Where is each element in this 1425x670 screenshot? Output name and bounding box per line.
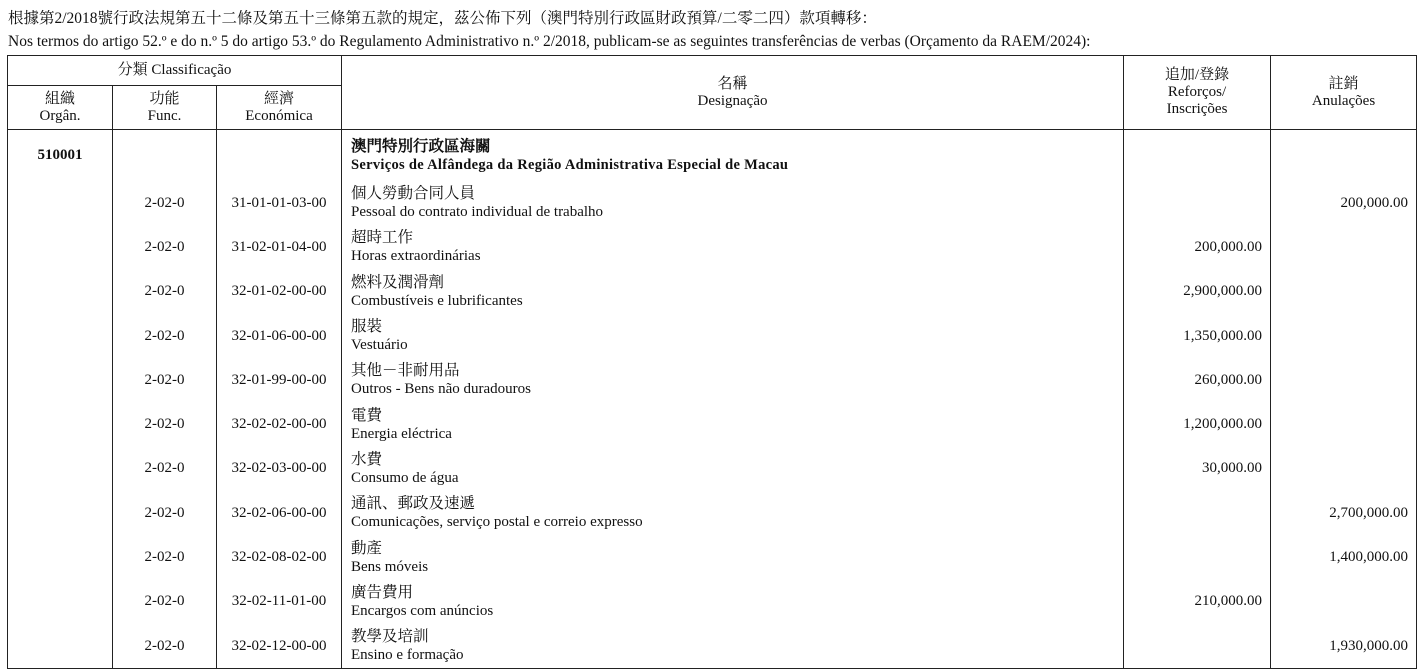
- economic-code: 32-02-11-01-00: [217, 580, 342, 624]
- org-cell: [8, 314, 113, 358]
- function-code: 2-02-0: [113, 358, 217, 402]
- designation: [342, 580, 1124, 624]
- designation-zh: 超時工作: [351, 229, 414, 247]
- designation: [342, 270, 1124, 314]
- table-row: [8, 447, 1417, 491]
- intro-text-chinese: 根據第2/2018號行政法規第五十二條及第五十三條第五款的規定，茲公佈下列（澳門特別行政區財政預算/二零二四）款項轉移：: [8, 10, 877, 27]
- header-reinforcements: [1124, 56, 1271, 130]
- reinforcement-amount: [1124, 181, 1271, 225]
- header-cancellations: [1271, 56, 1417, 130]
- org-cell: [8, 535, 113, 579]
- economic-code: 32-01-02-00-00: [217, 270, 342, 314]
- cancellation-amount: [1271, 270, 1417, 314]
- reinforcement-amount: 1,350,000.00: [1124, 314, 1271, 358]
- table-row: [8, 580, 1417, 624]
- table-row: [8, 402, 1417, 446]
- function-code: 2-02-0: [113, 314, 217, 358]
- org-cell: [8, 225, 113, 269]
- economic-code: 31-02-01-04-00: [217, 225, 342, 269]
- header-function-zh: 功能: [149, 90, 180, 107]
- designation-pt: Consumo de água: [351, 469, 459, 486]
- reinforcement-amount: [1124, 624, 1271, 669]
- header-classification: 分類 Classificação: [8, 56, 342, 86]
- designation-pt: Combustíveis e lubrificantes: [351, 292, 523, 309]
- header-organization-pt: Orgân.: [39, 107, 81, 124]
- designation-zh: 廣告費用: [351, 583, 414, 601]
- economic-code: 32-01-06-00-00: [217, 314, 342, 358]
- org-cell: [8, 491, 113, 535]
- designation-pt: Ensino e formação: [351, 647, 464, 664]
- header-organization: [8, 86, 113, 130]
- org-cell: [8, 270, 113, 314]
- designation-zh: 個人勞動合同人員: [351, 185, 476, 203]
- reinforcement-amount: 210,000.00: [1124, 580, 1271, 624]
- table-row: [8, 270, 1417, 314]
- org-cell: [8, 447, 113, 491]
- organization-name-zh: 澳門特別行政區海關: [351, 137, 491, 155]
- designation-zh: 服裝: [351, 318, 383, 336]
- designation-zh: 教學及培訓: [351, 628, 429, 646]
- header-economic-pt: Económica: [245, 107, 313, 124]
- function-code: 2-02-0: [113, 181, 217, 225]
- economic-code: 32-02-08-02-00: [217, 535, 342, 579]
- designation: [342, 181, 1124, 225]
- economic-code: 32-02-06-00-00: [217, 491, 342, 535]
- org-cell: [8, 358, 113, 402]
- designation: [342, 358, 1124, 402]
- cancellation-amount: [1271, 225, 1417, 269]
- reinforcement-amount: [1124, 491, 1271, 535]
- organization-code: 510001: [8, 130, 113, 182]
- cancellation-amount: [1271, 314, 1417, 358]
- cancellation-amount: [1271, 447, 1417, 491]
- designation-zh: 燃料及潤滑劑: [351, 273, 445, 291]
- designation: [342, 225, 1124, 269]
- header-designation: [342, 56, 1124, 130]
- economic-code: 32-02-03-00-00: [217, 447, 342, 491]
- reinforcement-amount: 260,000.00: [1124, 358, 1271, 402]
- org-cell: [8, 181, 113, 225]
- designation-pt: Bens móveis: [351, 558, 429, 575]
- reinforcement-amount: 30,000.00: [1124, 447, 1271, 491]
- economic-code: 32-02-02-00-00: [217, 402, 342, 446]
- organization-name-pt: Serviços de Alfândega da Região Administrativa Especial de Macau: [351, 156, 789, 173]
- cancellation-amount: 1,930,000.00: [1271, 624, 1417, 669]
- organization-econ-cell: [217, 130, 342, 182]
- designation-pt: Pessoal do contrato individual de trabalho: [351, 204, 604, 221]
- header-function-pt: Func.: [147, 107, 182, 124]
- header-reinforcements-zh: 追加/登錄: [1164, 67, 1230, 83]
- organization-reinforcement-cell: [1124, 130, 1271, 182]
- header-economic: [217, 86, 342, 130]
- designation-zh: 其他－非耐用品: [351, 362, 460, 380]
- table-row: [8, 181, 1417, 225]
- designation: [342, 624, 1124, 669]
- table-row: [8, 314, 1417, 358]
- reinforcement-amount: [1124, 535, 1271, 579]
- budget-transfer-table: [7, 55, 1417, 669]
- designation-pt: Horas extraordinárias: [351, 248, 481, 265]
- header-function: [113, 86, 217, 130]
- cancellation-amount: 1,400,000.00: [1271, 535, 1417, 579]
- table-row: [8, 624, 1417, 669]
- header-designation-pt: Designação: [697, 92, 768, 109]
- organization-func-cell: [113, 130, 217, 182]
- header-economic-zh: 經濟: [264, 90, 295, 107]
- table-row: [8, 535, 1417, 579]
- cancellation-amount: [1271, 402, 1417, 446]
- organization-cancellation-cell: [1271, 130, 1417, 182]
- function-code: 2-02-0: [113, 491, 217, 535]
- reinforcement-amount: 2,900,000.00: [1124, 270, 1271, 314]
- table-row: [8, 225, 1417, 269]
- function-code: 2-02-0: [113, 225, 217, 269]
- cancellation-amount: [1271, 358, 1417, 402]
- header-organization-zh: 組織: [44, 90, 75, 107]
- cancellation-amount: [1271, 580, 1417, 624]
- function-code: 2-02-0: [113, 580, 217, 624]
- header-cancellations-pt: Anulações: [1311, 92, 1376, 109]
- reinforcement-amount: 200,000.00: [1124, 225, 1271, 269]
- designation-pt: Encargos com anúncios: [351, 602, 494, 619]
- designation: [342, 402, 1124, 446]
- function-code: 2-02-0: [113, 535, 217, 579]
- header-reinforcements-pt-1: Reforços/: [1167, 84, 1227, 100]
- header-cancellations-zh: 註銷: [1328, 75, 1359, 92]
- economic-code: 32-01-99-00-00: [217, 358, 342, 402]
- designation-pt: Comunicações, serviço postal e correio expresso: [351, 514, 643, 531]
- cancellation-amount: 200,000.00: [1271, 181, 1417, 225]
- header-reinforcements-pt-2: Inscrições: [1166, 101, 1228, 117]
- designation: [342, 314, 1124, 358]
- reinforcement-amount: 1,200,000.00: [1124, 402, 1271, 446]
- designation-pt: Vestuário: [351, 337, 408, 354]
- designation: [342, 491, 1124, 535]
- cancellation-amount: 2,700,000.00: [1271, 491, 1417, 535]
- function-code: 2-02-0: [113, 447, 217, 491]
- table-row: [8, 491, 1417, 535]
- economic-code: 32-02-12-00-00: [217, 624, 342, 669]
- organization-name: [342, 130, 1124, 182]
- function-code: 2-02-0: [113, 624, 217, 669]
- org-cell: [8, 580, 113, 624]
- designation: [342, 447, 1124, 491]
- intro-text-portuguese: Nos termos do artigo 52.º e do n.º 5 do artigo 53.º do Regulamento Administrativo n.º 2/2018, publicam-se as seguintes transferências de verbas (Orçamento da RAEM/2024):: [8, 33, 1091, 50]
- header-designation-zh: 名稱: [717, 75, 748, 92]
- designation-pt: Energia eléctrica: [351, 425, 452, 442]
- designation-zh: 動產: [351, 539, 383, 557]
- org-cell: [8, 624, 113, 669]
- designation: [342, 535, 1124, 579]
- designation-zh: 水費: [351, 450, 383, 468]
- function-code: 2-02-0: [113, 402, 217, 446]
- designation-pt: Outros - Bens não duradouros: [351, 381, 531, 398]
- table-row: [8, 358, 1417, 402]
- org-cell: [8, 402, 113, 446]
- function-code: 2-02-0: [113, 270, 217, 314]
- designation-zh: 通訊、郵政及速遞: [351, 495, 476, 513]
- designation-zh: 電費: [351, 406, 383, 424]
- economic-code: 31-01-01-03-00: [217, 181, 342, 225]
- organization-row: [8, 130, 1417, 182]
